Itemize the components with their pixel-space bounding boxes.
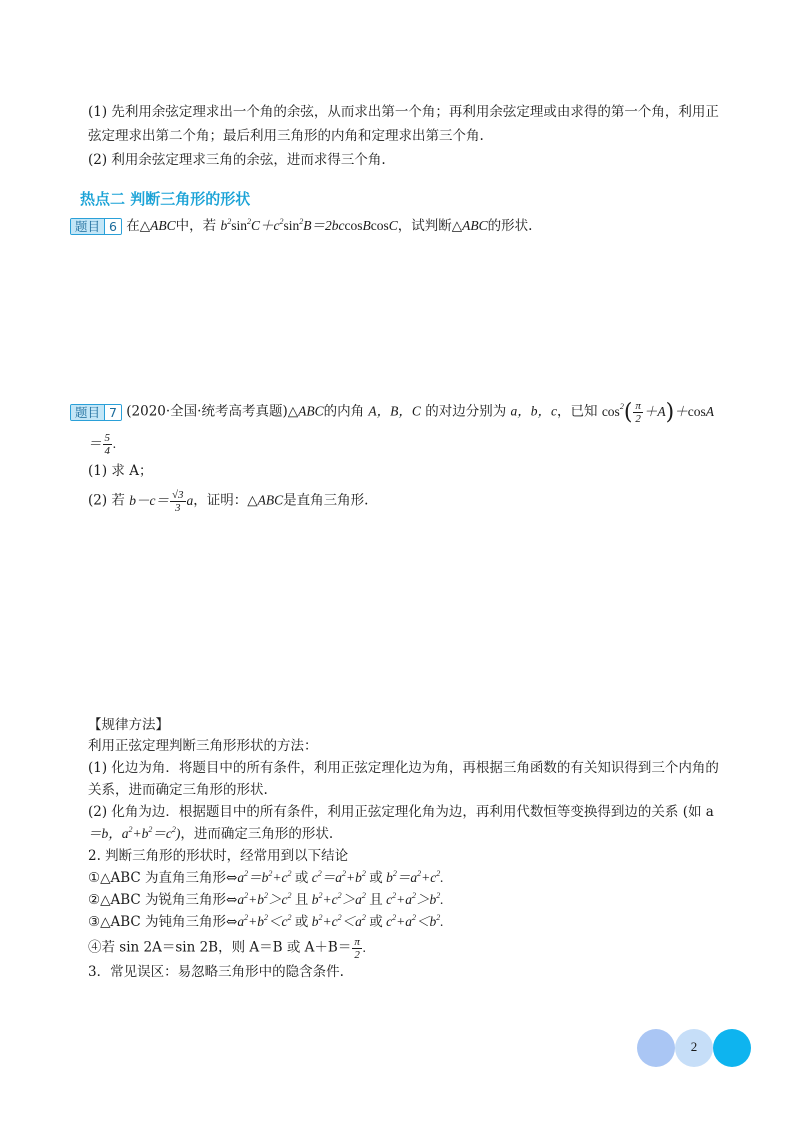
q6-mid: 中，若 bbox=[175, 218, 221, 234]
question-7 bbox=[70, 400, 714, 425]
q7-stem-c: ，已知 bbox=[557, 403, 602, 420]
q7-part2-post: ，证明：△ bbox=[193, 492, 258, 509]
method-line-5: ＝b，$a^2+b^2=c^2$)，进而确定三角形的形状. bbox=[88, 824, 334, 842]
q6-end: 的形状. bbox=[487, 218, 533, 234]
page-circle-right bbox=[713, 1029, 751, 1067]
method-line-3: 关系，进而确定三角形的形状. bbox=[88, 782, 268, 798]
section-title: 热点二 判断三角形的形状 bbox=[80, 190, 251, 208]
q6-abc-2: ABC bbox=[462, 218, 488, 233]
q6-eq-tail: ，试判断△ bbox=[397, 218, 463, 234]
page-number: 2 bbox=[690, 1039, 698, 1054]
q7-condition-rhs: ＝ $\frac{5}{4}$ . bbox=[88, 432, 117, 457]
conclusion-1: ①△ABC 为直角三角形$\Leftrightarrow a^2=b^2+c^2$ 或 $c^2=a^2+b^2$ 或 $b^2=a^2+c^2$. bbox=[88, 868, 444, 886]
q7-part2-end: 是直角三角形. bbox=[283, 492, 369, 509]
q6-pre: 在△ bbox=[126, 218, 151, 234]
conclusion-1-label: ①△ABC 为直角三角形⇔ bbox=[88, 870, 238, 886]
q7-sides: a，b，c bbox=[510, 403, 558, 419]
q7-stem-b: 的对边分别为 bbox=[420, 403, 511, 420]
q6-abc: ABC bbox=[150, 218, 176, 233]
conclusion-2: ②△ABC 为锐角三角形$\Leftrightarrow a^2+b^2>c^2$ 且 $b^2+c^2>a^2$ 且 $c^2+a^2>b^2$. bbox=[88, 890, 444, 908]
q7-part-1: (1) 求 A； bbox=[88, 463, 153, 479]
method-line-7: 3．常见误区：易忽略三角形中的隐含条件. bbox=[88, 964, 344, 980]
q7-part2-pre: (2) 若 bbox=[88, 492, 130, 509]
conclusion-3: ③△ABC 为钝角三角形$\Leftrightarrow a^2+b^2<c^2$ 或 $b^2+c^2<a^2$ 或 $c^2+a^2<b^2$. bbox=[88, 912, 444, 930]
intro-line-2: 弦定理求出第二个角；最后利用三角形的内角和定理求出第三个角. bbox=[88, 128, 484, 144]
intro-line-3: (2) 利用余弦定理求三角的余弦，进而求得三个角. bbox=[88, 152, 386, 168]
question-tag bbox=[70, 218, 122, 235]
q7-angles: A，B，C bbox=[368, 403, 421, 419]
method-line-2: (1) 化边为角．将题目中的所有条件，利用正弦定理化边为角，再根据三角函数的有关知识得到三个内角的 bbox=[88, 760, 719, 776]
q7-abc-2: ABC bbox=[257, 492, 284, 508]
method-line-4: (2) 化角为边．根据题目中的所有条件，利用正弦定理化角为边，再利用代数恒等变换得到边的关系 (如 a bbox=[88, 804, 714, 820]
q7-condition: $\cos^2$( $\frac{\pi}{2}$ ＋A)＋cosA bbox=[601, 399, 715, 425]
q6-equation: $b^2\sin^2C+c^2\sin^2B=2bccosBcosC$ bbox=[220, 216, 398, 233]
method-line-5-text: ，进而确定三角形的形状. bbox=[180, 826, 334, 842]
page-circle-left bbox=[637, 1029, 675, 1067]
question-tag bbox=[70, 404, 122, 421]
conclusion-2-label: ②△ABC 为锐角三角形⇔ bbox=[88, 892, 238, 908]
method-title: 【规律方法】 bbox=[88, 717, 169, 733]
q7-source: (2020·全国·统考高考真题)△ bbox=[126, 403, 299, 420]
conclusion-4: ④若 sin 2A＝sin 2B，则 A＝B 或 A＋B＝ $\frac{\pi}{2}$ . bbox=[88, 936, 367, 961]
q7-abc: ABC bbox=[298, 403, 324, 419]
conclusion-3-label: ③△ABC 为钝角三角形⇔ bbox=[88, 914, 238, 930]
intro-line-1: (1) 先利用余弦定理求出一个角的余弦，从而求出第一个角；再利用余弦定理或由求得的第一个角，利用正 bbox=[88, 104, 719, 120]
method-line-1: 利用正弦定理判断三角形形状的方法： bbox=[88, 738, 318, 754]
tag-label: 题目 bbox=[71, 405, 104, 420]
q7-stem-a: 的内角 bbox=[323, 403, 369, 420]
tag-label: 题目 bbox=[71, 219, 104, 234]
method-line-6: 2. 判断三角形的形状时，经常用到以下结论 bbox=[88, 848, 349, 864]
page-indicator bbox=[637, 1029, 751, 1067]
tag-number: 7 bbox=[104, 405, 121, 420]
question-6 bbox=[70, 217, 532, 235]
tag-number: 6 bbox=[104, 219, 121, 234]
q7-part-2 bbox=[88, 489, 368, 514]
conclusion-4-label: ④若 sin 2A＝sin 2B，则 A＝B 或 A＋B＝ bbox=[88, 939, 352, 956]
q7-part2-eq: b－c＝ $\frac{√3}{3}$ a bbox=[129, 489, 194, 514]
